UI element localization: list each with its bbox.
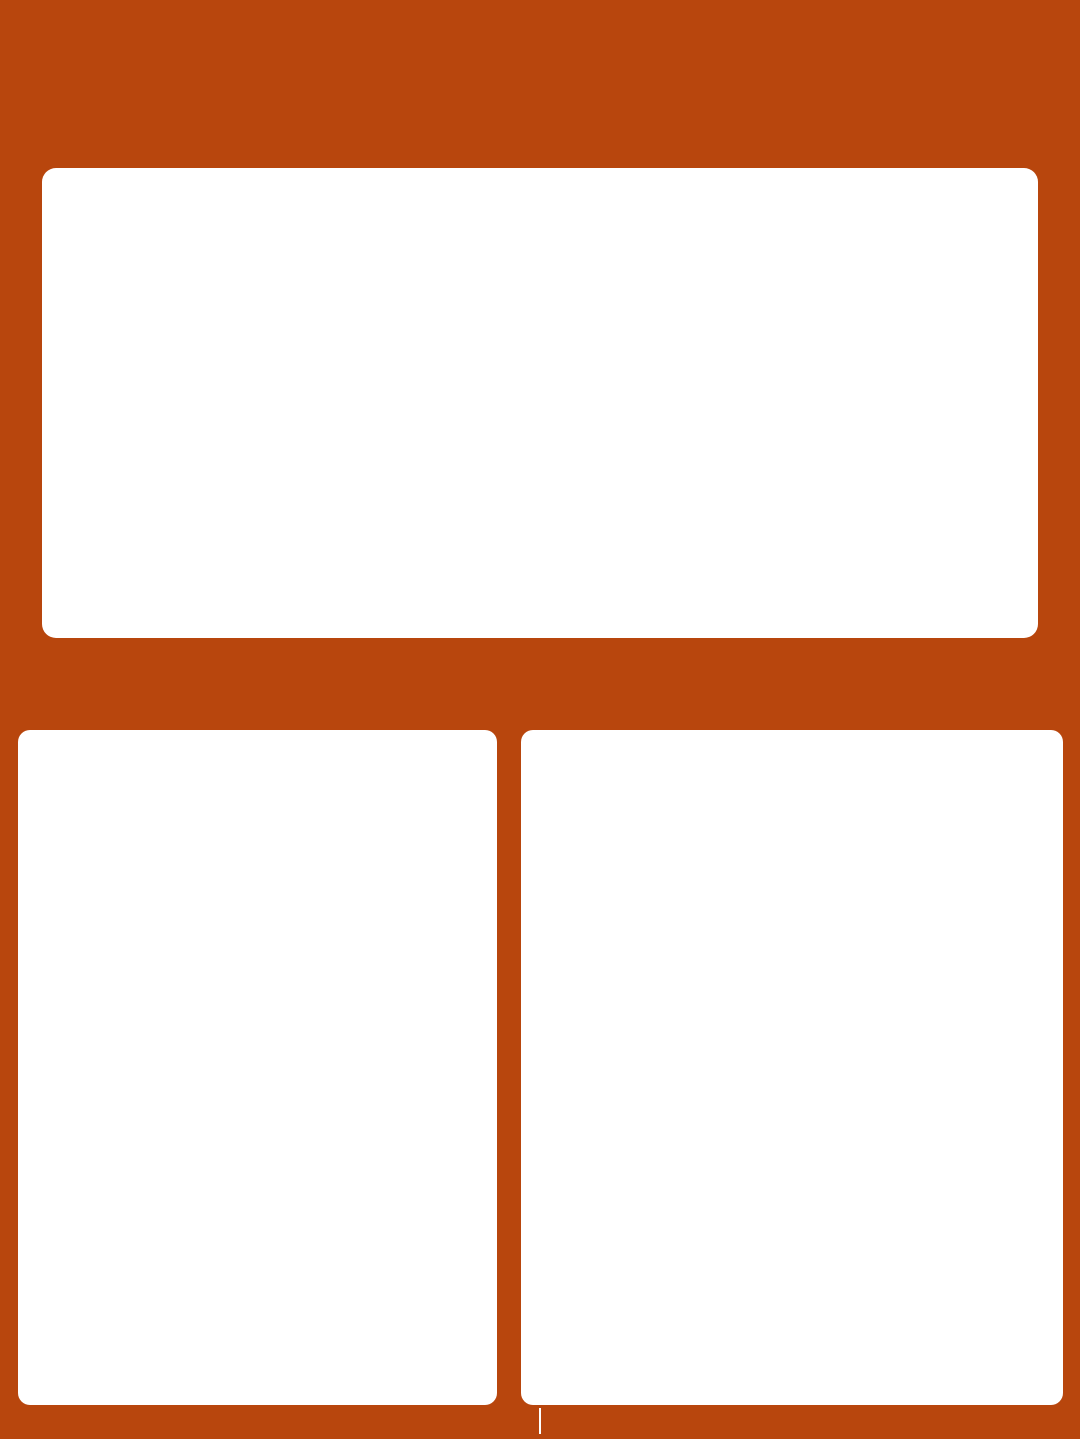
left-column-card xyxy=(18,730,497,1405)
left-subtitle xyxy=(0,652,500,722)
footer-divider xyxy=(539,1408,541,1434)
footer xyxy=(0,1403,1080,1439)
top-card xyxy=(42,168,1038,638)
right-subtitle xyxy=(500,652,1080,722)
right-column-card xyxy=(521,730,1063,1405)
